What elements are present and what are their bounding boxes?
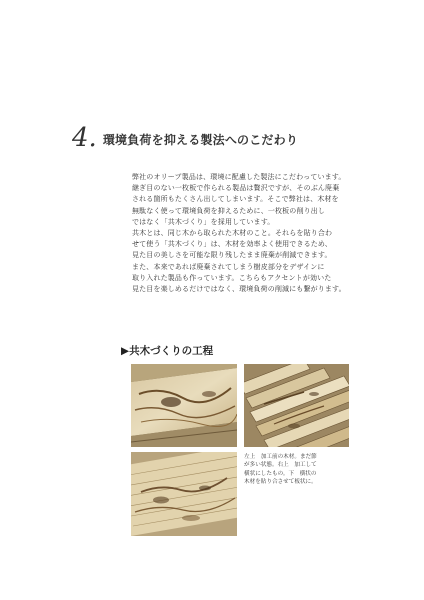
body-line: 見た目の美しさを可能な限り残したまま廃棄が削減できます。 <box>132 251 332 260</box>
body-text <box>132 172 372 295</box>
process-heading: ▶共木づくりの工程 <box>121 345 214 357</box>
body-line: また、本来であれば廃棄されてしまう樹皮部分をデザインに <box>132 262 325 271</box>
body-line: 継ぎ目のない一枚板で作られる製品は贅沢ですが、そのぶん廃棄 <box>132 184 340 193</box>
body-line: される箇所もたくさん出してしまいます。そこで弊社は、木材を <box>132 195 339 204</box>
glued-panel-photo <box>131 452 237 536</box>
section-number: 4. <box>72 123 97 153</box>
body-line: ではなく「共木づくり」を採用しています。 <box>132 217 275 226</box>
caption-line: 横状にしたもの。下 横状の <box>244 470 317 477</box>
wood-strips-photo <box>244 364 349 447</box>
caption-line: 左上 加工前の木材。まだ節 <box>244 454 317 460</box>
body-line: 弊社のオリーブ製品は、環境に配慮した製法にこだわっています。 <box>132 173 346 181</box>
caption-line: 木材を貼り合させて板状に。 <box>244 479 317 486</box>
caption-line: が多い状態。右上 加工して <box>244 462 317 469</box>
raw-wood-photo <box>131 364 237 447</box>
body-line: 無駄なく使って環境負荷を抑えるために、一枚板の削り出し <box>132 206 326 215</box>
body-line: せて使う「共木づくり」は、木材を効率よく使用できるため、 <box>132 240 332 249</box>
section-heading <box>72 125 298 151</box>
body-line: 共木とは、同じ木から取られた木材のこと。それらを貼り合わ <box>132 229 333 238</box>
body-line: 見た目を楽しめるだけではなく、環境負荷の削減にも繋がります。 <box>132 285 346 294</box>
body-line: 取り入れた製品も作っています。こちらもアクセントが効いた <box>132 273 332 282</box>
process-caption <box>244 453 352 487</box>
section-title: 環境負荷を抑える製法へのこだわり <box>102 133 299 147</box>
